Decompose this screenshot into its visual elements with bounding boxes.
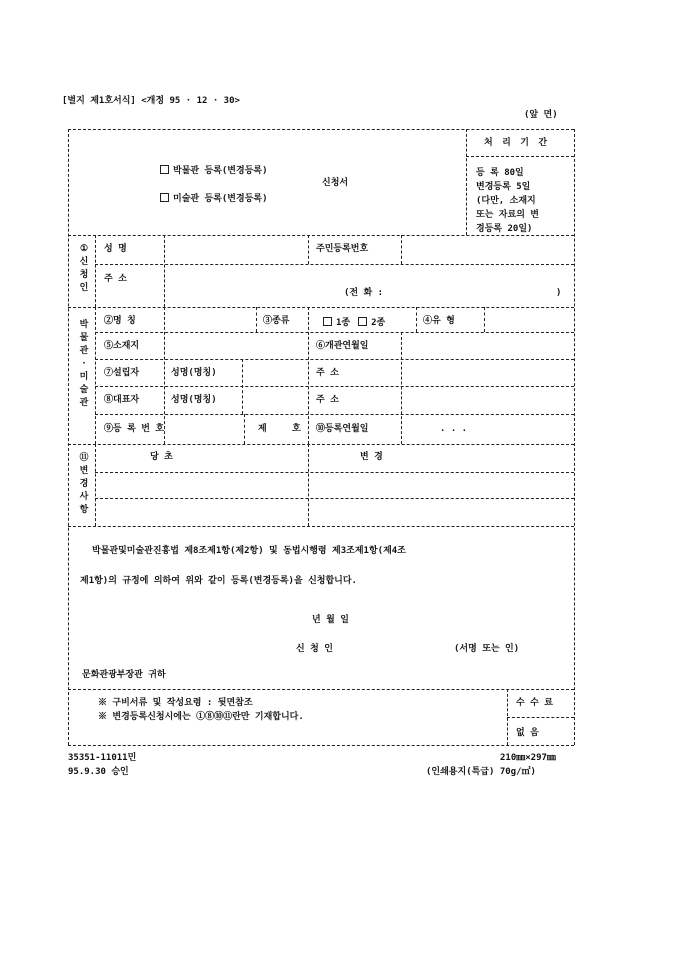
opening-date-label: ⑥개관연월일 <box>316 341 369 351</box>
class-field[interactable] <box>486 309 572 331</box>
opening-date-field[interactable] <box>404 334 572 356</box>
change-after-field-2[interactable] <box>310 500 572 524</box>
address-label: 주 소 <box>104 274 127 284</box>
reg-number-field[interactable] <box>270 416 288 442</box>
gallery-option[interactable]: 미술관 등록(변경등록) <box>160 193 268 204</box>
type2-checkbox[interactable] <box>358 317 367 326</box>
type-label: ③종류 <box>263 316 290 326</box>
rep-name-field[interactable] <box>244 388 306 410</box>
form-number: 35351-11011민 <box>68 753 137 763</box>
founder-address-field[interactable] <box>404 361 572 383</box>
change-before-field-2[interactable] <box>97 500 306 524</box>
recipient: 문화관광부장관 귀하 <box>82 670 166 680</box>
note-documents: ※ 구비서류 및 작성요령 : 뒷면참조 <box>98 698 253 708</box>
applicant-name-field[interactable] <box>166 237 306 263</box>
note-change-registration: ※ 변경등록신청시에는 ①⑧⑩⑪란만 기재합니다. <box>98 712 304 722</box>
change-before-field-1[interactable] <box>97 474 306 497</box>
reg-number-ho: 호 <box>292 424 301 434</box>
change-after-field-1[interactable] <box>310 474 572 497</box>
applicant-address-field[interactable] <box>166 266 572 306</box>
founder-address-label: 주 소 <box>316 368 339 378</box>
changes-after-header: 변 경 <box>360 452 383 462</box>
fee-label: 수 수 료 <box>516 698 553 708</box>
facility-name-field[interactable] <box>166 309 254 331</box>
processing-heading: 처 리 기 간 <box>484 138 550 148</box>
rep-address-label: 주 소 <box>316 395 339 405</box>
phone-label: (전 화 : <box>344 288 384 298</box>
changes-section-label: ⑪ 변 경 사 항 <box>79 453 89 515</box>
statement-line-2: 제1항)의 규정에 의하여 위와 같이 등록(변경등록)을 신청합니다. <box>80 576 357 586</box>
representative-label: ⑧대표자 <box>104 395 140 405</box>
processing-lines: 등 록 80일 변경등록 5일 (다만, 소재지 또는 자료의 변 경등록 20일) <box>476 168 540 234</box>
reg-number-label: ⑨등 록 번 호 <box>104 424 165 434</box>
rrn-label: 주민등록번호 <box>316 244 369 254</box>
application-title: 신청서 <box>322 178 349 188</box>
fee-value: 없 음 <box>516 728 539 738</box>
founder-name-label: 성명(명칭) <box>171 368 217 378</box>
application-date[interactable]: 년 월 일 <box>312 615 349 625</box>
signature-field[interactable]: (서명 또는 인) <box>454 644 520 654</box>
class-label: ④유 형 <box>423 316 455 326</box>
gallery-checkbox[interactable] <box>160 193 169 202</box>
founder-name-field[interactable] <box>244 361 306 383</box>
location-field[interactable] <box>166 334 306 356</box>
type1-checkbox[interactable] <box>323 317 332 326</box>
phone-close: ) <box>556 288 562 298</box>
reg-number-je: 제 <box>258 424 267 434</box>
page-side-label: (앞 면) <box>524 110 558 120</box>
applicant-signature-label: 신 청 인 <box>296 644 333 654</box>
facility-name-label: ②명 칭 <box>104 316 136 326</box>
approval-date: 95.9.30 승인 <box>68 767 129 777</box>
museum-option[interactable]: 박물관 등록(변경등록) <box>160 165 268 176</box>
location-label: ⑤소재지 <box>104 341 140 351</box>
founder-label: ⑦설립자 <box>104 368 140 378</box>
type-options: 1종 2종 <box>323 317 385 328</box>
paper-type: (인쇄용지(특급) 70g/㎡) <box>426 767 536 777</box>
reg-date-field[interactable]: . . . <box>440 424 468 434</box>
paper-size: 210㎜×297㎜ <box>500 753 556 763</box>
rep-name-label: 성명(명칭) <box>171 395 217 405</box>
changes-before-header: 당 초 <box>150 452 173 462</box>
museum-checkbox[interactable] <box>160 165 169 174</box>
rrn-field[interactable] <box>404 237 572 263</box>
reg-date-label: ⑩등록연월일 <box>316 424 369 434</box>
statement-line-1: 박물관및미술관진흥법 제8조제1항(제2항) 및 동법시행령 제3조제1항(제4조 <box>92 546 406 556</box>
form-reference: [별지 제1호서식] <개정 95 · 12 · 30> <box>62 96 240 106</box>
applicant-section-label: ① 신 청 인 <box>79 244 89 293</box>
name-label: 성 명 <box>104 244 127 254</box>
facility-section-label: 박 물 관 · 미 술 관 <box>79 320 89 408</box>
rep-address-field[interactable] <box>404 388 572 410</box>
